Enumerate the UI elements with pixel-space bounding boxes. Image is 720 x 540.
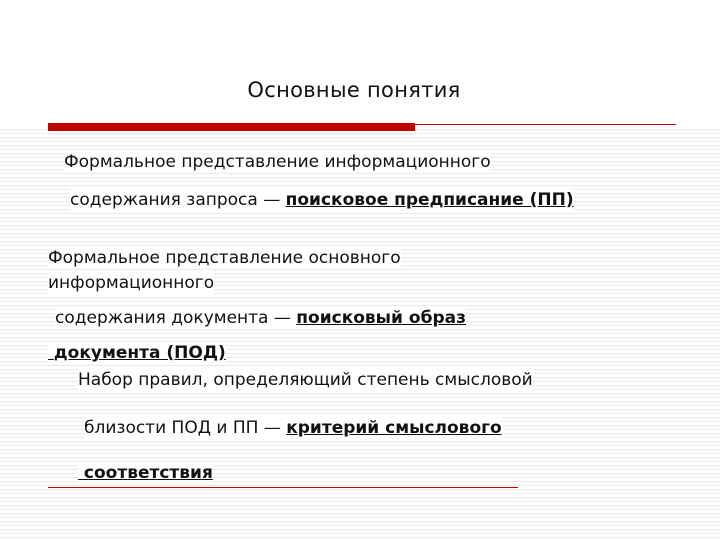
definition-3-line-2	[84, 417, 502, 439]
header-area	[0, 0, 720, 126]
definition-3-prefix: близости ПОД и ПП —	[84, 418, 287, 438]
definition-3-term-part-1: критерий смыслового	[286, 418, 502, 438]
title-accent-line	[415, 124, 676, 125]
footer-accent-line	[48, 487, 518, 488]
definition-1-term: поисковое предписание (ПП)	[285, 190, 574, 210]
title-accent-bar	[48, 123, 415, 131]
definition-1-line-1: Формальное представление информационного	[64, 152, 491, 172]
definition-3-term-part-2: соответствия	[83, 463, 213, 483]
definition-2-line-2: информационного	[48, 273, 215, 293]
definition-3-line-3	[78, 462, 213, 484]
definition-2-term-part-2: документа (ПОД)	[53, 343, 226, 363]
slide-title: Основные понятия	[247, 78, 461, 102]
definition-1-prefix: содержания запроса —	[70, 190, 286, 210]
definition-1-line-2	[70, 189, 574, 211]
definition-2-line-3	[55, 307, 466, 329]
definition-3-line-1: Набор правил, определяющий степень смысловой	[78, 370, 533, 390]
definition-2-line-1: Формальное представление основного	[48, 248, 401, 268]
definition-2-prefix: содержания документа —	[55, 308, 297, 328]
definition-2-term-part-1: поисковый образ	[296, 308, 466, 328]
definition-2-line-4	[48, 342, 226, 364]
